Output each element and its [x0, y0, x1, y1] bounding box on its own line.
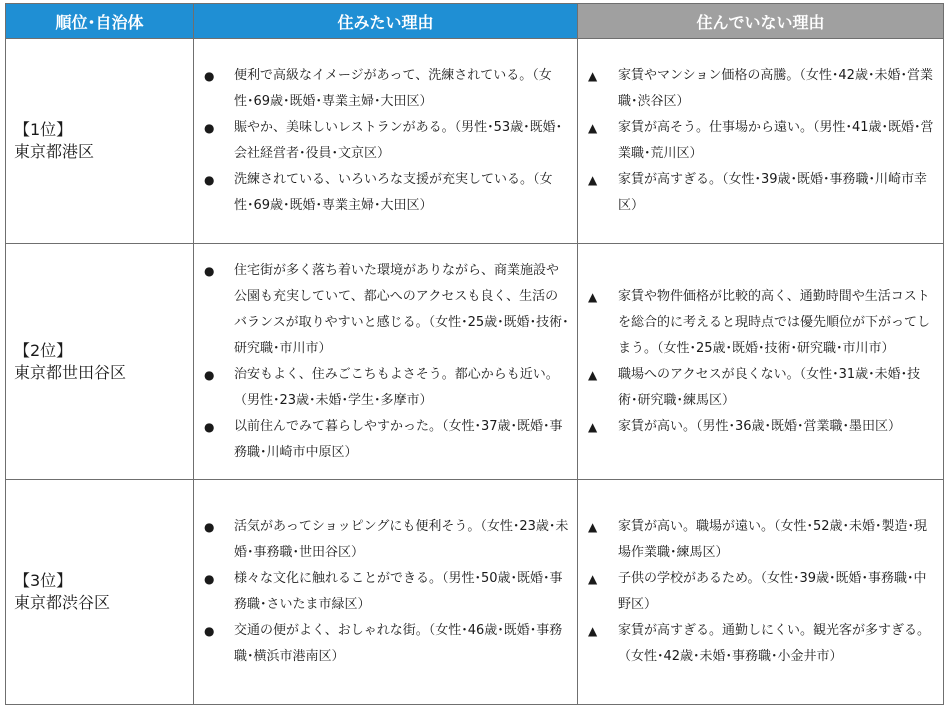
circle-bullet-icon: ●: [204, 419, 215, 434]
triangle-bullet-icon: ▲: [588, 419, 598, 434]
reasons-to-live-cell: [194, 480, 578, 705]
header-reasons-not-living: 住んでいない理由: [578, 4, 944, 39]
reasons-to-live-cell: [194, 244, 578, 480]
reason-item: ▲ 家賃が高い。職場が遠い。（女性･52歳･未婚･製造･現場作業職･練馬区）: [588, 514, 937, 566]
reason-item: ▲ 家賃や物件価格が比較的高く、通勤時間や生活コストを総合的に考えると現時点では優先順位が下がってしまう。（女性･25歳･既婚･技術･研究職･市川市）: [588, 284, 937, 362]
triangle-bullet-icon: ▲: [588, 289, 598, 304]
triangle-bullet-icon: ▲: [588, 367, 598, 382]
reason-item: ▲ 家賃が高い。（男性･36歳･既婚･営業職･墨田区）: [588, 414, 937, 440]
municipality-name: 東京都港区: [14, 142, 95, 161]
circle-bullet-icon: ●: [204, 520, 215, 534]
rank-label: 【3位】: [14, 571, 73, 590]
circle-bullet-icon: ●: [204, 624, 215, 638]
reason-item: ● 住宅街が多く落ち着いた環境がありながら、商業施設や公園も充実していて、都心へのアクセスも良く、生活のバランスが取りやすいと感じる。（女性･25歳･既婚･技術･研究職･市川市）: [204, 258, 571, 362]
reasons-not-living-cell: [578, 39, 944, 244]
rank-cell: [6, 39, 194, 244]
reason-item: ▲ 職場へのアクセスが良くない。（女性･31歳･未婚･技術･研究職･練馬区）: [588, 362, 937, 414]
circle-bullet-icon: ●: [204, 121, 215, 135]
reason-item: ▲ 家賃が高すぎる。（女性･39歳･既婚･事務職･川崎市幸区）: [588, 167, 937, 219]
reason-item: ▲ 子供の学校があるため。（女性･39歳･既婚･事務職･中野区）: [588, 566, 937, 618]
circle-bullet-icon: ●: [204, 367, 215, 382]
reason-item: ● 活気があってショッピングにも便利そう。（女性･23歳･未婚･事務職･世田谷区）: [204, 514, 571, 566]
rank-label: 【1位】: [14, 120, 73, 139]
municipality-name: 東京都渋谷区: [14, 593, 111, 612]
reasons-to-live-cell: [194, 39, 578, 244]
rank-cell: [6, 244, 194, 480]
rank-label: 【2位】: [14, 340, 73, 360]
circle-bullet-icon: ●: [204, 263, 215, 278]
rank-cell: [6, 480, 194, 705]
triangle-bullet-icon: ▲: [588, 69, 598, 83]
reasons-not-living-cell: [578, 244, 944, 480]
table-row: [6, 39, 944, 244]
header-rank: 順位･自治体: [6, 4, 194, 39]
reasons-not-living-cell: [578, 480, 944, 705]
triangle-bullet-icon: ▲: [588, 624, 598, 638]
reason-item: ● 賑やか、美味しいレストランがある。（男性･53歳･既婚･会社経営者･役員･文京区）: [204, 115, 571, 167]
circle-bullet-icon: ●: [204, 572, 215, 586]
reason-item: ● 治安もよく、住みごこちもよさそう。都心からも近い。（男性･23歳･未婚･学生･多摩市）: [204, 362, 571, 414]
reason-item: ▲ 家賃やマンション価格の高騰。（女性･42歳･未婚･営業職･渋谷区）: [588, 63, 937, 115]
header-reasons-to-live: 住みたい理由: [194, 4, 578, 39]
reason-item: ● 洗練されている、いろいろな支援が充実している。（女性･69歳･既婚･専業主婦･大田区）: [204, 167, 571, 219]
circle-bullet-icon: ●: [204, 173, 215, 187]
triangle-bullet-icon: ▲: [588, 173, 598, 187]
table-row: [6, 244, 944, 480]
triangle-bullet-icon: ▲: [588, 572, 598, 586]
reason-item: ▲ 家賃が高すぎる。通勤しにくい。観光客が多すぎる。（女性･42歳･未婚･事務職･小金井市）: [588, 618, 937, 670]
circle-bullet-icon: ●: [204, 69, 215, 83]
reason-item: ● 交通の便がよく、おしゃれな街。（女性･46歳･既婚･事務職･横浜市港南区）: [204, 618, 571, 670]
municipality-name: 東京都世田谷区: [14, 362, 127, 382]
reason-item: ● 様々な文化に触れることができる。（男性･50歳･既婚･事務職･さいたま市緑区）: [204, 566, 571, 618]
reason-item: ▲ 家賃が高そう。仕事場から遠い。（男性･41歳･既婚･営業職･荒川区）: [588, 115, 937, 167]
triangle-bullet-icon: ▲: [588, 121, 598, 135]
ranking-table: [5, 3, 944, 705]
table-row: [6, 480, 944, 705]
header-row: [6, 4, 944, 39]
triangle-bullet-icon: ▲: [588, 520, 598, 534]
reason-item: ● 以前住んでみて暮らしやすかった。（女性･37歳･既婚･事務職･川崎市中原区）: [204, 414, 571, 466]
reason-item: ● 便利で高級なイメージがあって、洗練されている。（女性･69歳･既婚･専業主婦･大田区）: [204, 63, 571, 115]
